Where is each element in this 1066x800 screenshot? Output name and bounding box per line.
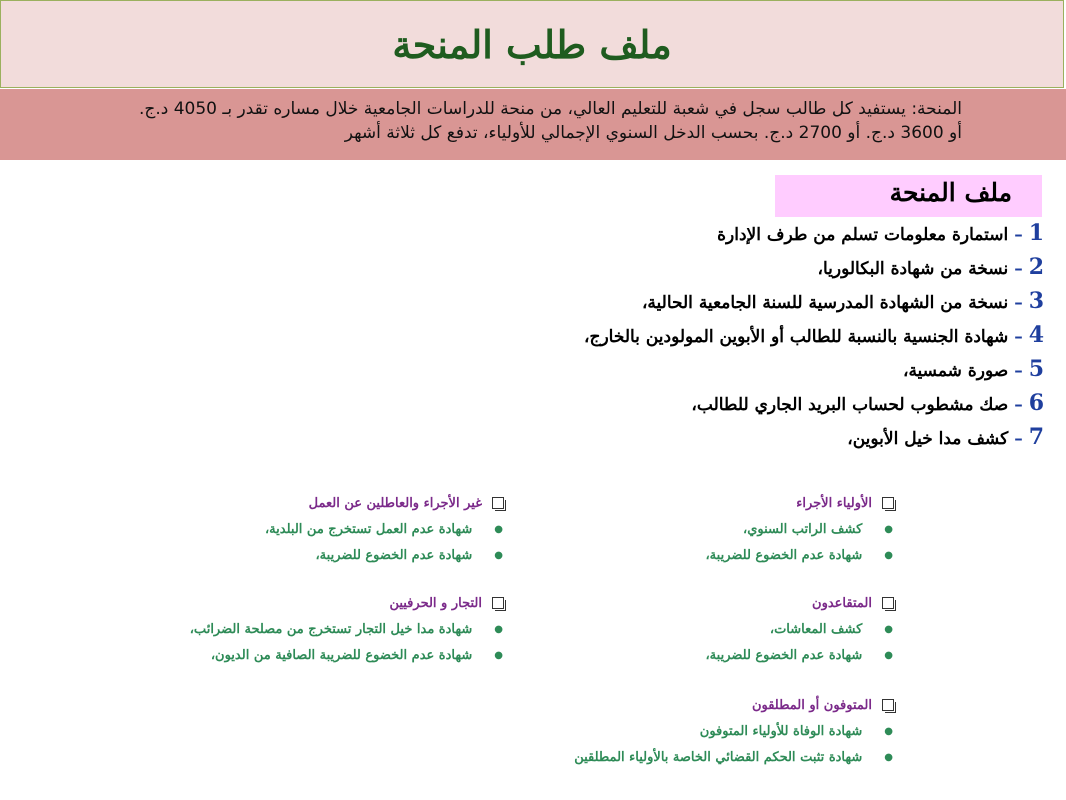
document-item	[284, 252, 1044, 286]
bullet-icon: ●	[884, 649, 893, 661]
document-number: 7	[1028, 424, 1044, 450]
checkbox-icon	[882, 699, 894, 711]
document-text: نسخة من الشهادة المدرسية للسنة الجامعية الحالية،	[641, 293, 1009, 313]
list-item: ● شهادة عدم الخضوع للضريبة،	[705, 647, 893, 663]
bullet-icon: ●	[494, 649, 503, 661]
dash-icon: –	[1014, 429, 1023, 449]
list-item: ● شهادة عدم الخضوع للضريبة الصافية من الديون،	[210, 647, 503, 663]
intro-line-2: أو 3600 د.ج. أو 2700 د.ج. بحسب الدخل السنوي الإجمالي للأولياء، تدفع كل ثلاثة أشهر	[344, 123, 962, 143]
checkbox-icon	[882, 597, 894, 609]
category-merchants	[88, 590, 508, 668]
document-text: استمارة معلومات تسلم من طرف الإدارة	[717, 225, 1009, 245]
document-text: شهادة الجنسية بالنسبة للطالب أو الأبوين المولودين بالخارج،	[584, 327, 1009, 347]
category-employees	[458, 490, 898, 568]
checkbox-icon	[492, 497, 504, 509]
category-title: غير الأجراء والعاطلين عن العمل	[308, 495, 482, 511]
bullet-icon: ●	[494, 549, 503, 561]
list-item: ● شهادة عدم الخضوع للضريبة،	[705, 547, 893, 563]
checkbox-icon	[492, 597, 504, 609]
bullet-icon: ●	[884, 549, 893, 561]
page-title: ملف طلب المنحة	[392, 21, 672, 67]
title-banner	[0, 0, 1064, 88]
document-text: نسخة من شهادة البكالوريا،	[817, 259, 1009, 279]
document-item	[284, 388, 1044, 422]
dash-icon: –	[1014, 259, 1023, 279]
document-number: 2	[1028, 254, 1044, 280]
list-item: ● شهادة مدا خيل التجار تستخرج من مصلحة الضرائب،	[189, 621, 503, 637]
bullet-icon: ●	[884, 725, 893, 737]
document-item	[284, 422, 1044, 456]
category-deceased	[458, 692, 898, 770]
list-item: ● شهادة الوفاة للأولياء المتوفون	[699, 723, 893, 739]
document-item	[284, 286, 1044, 320]
category-title: التجار و الحرفيين	[389, 595, 482, 611]
document-item	[284, 320, 1044, 354]
document-item	[284, 354, 1044, 388]
dash-icon: –	[1014, 225, 1023, 245]
document-item	[284, 218, 1044, 252]
file-heading: ملف المنحة	[775, 175, 1042, 217]
bullet-icon: ●	[884, 523, 893, 535]
document-number: 6	[1028, 390, 1044, 416]
document-text: صورة شمسية،	[902, 361, 1009, 381]
checkbox-icon	[882, 497, 894, 509]
document-text: صك مشطوب لحساب البريد الجاري للطالب،	[691, 395, 1009, 415]
dash-icon: –	[1014, 395, 1023, 415]
category-retired	[458, 590, 898, 668]
list-item: ● شهادة عدم العمل تستخرج من البلدية،	[264, 521, 503, 537]
list-item: ● كشف الراتب السنوي،	[743, 521, 893, 537]
bullet-icon: ●	[494, 623, 503, 635]
category-title: المتوفون أو المطلقون	[751, 697, 872, 713]
document-number: 4	[1028, 322, 1044, 348]
document-text: كشف مدا خيل الأبوين،	[847, 429, 1009, 449]
list-item: ● شهادة عدم الخضوع للضريبة،	[315, 547, 503, 563]
category-title: المتقاعدون	[812, 595, 872, 611]
bullet-icon: ●	[494, 523, 503, 535]
document-number: 1	[1028, 220, 1044, 246]
category-unemployed	[88, 490, 508, 568]
dash-icon: –	[1014, 293, 1023, 313]
document-number: 3	[1028, 288, 1044, 314]
category-title: الأولياء الأجراء	[796, 495, 872, 511]
dash-icon: –	[1014, 327, 1023, 347]
dash-icon: –	[1014, 361, 1023, 381]
bullet-icon: ●	[884, 751, 893, 763]
list-item: ● كشف المعاشات،	[769, 621, 893, 637]
intro-line-1: المنحة: يستفيد كل طالب سجل في شعبة للتعليم العالي، من منحة للدراسات الجامعية خلال مساره تقدر بـ 4050 د.ج.	[138, 99, 962, 119]
list-item: ● شهادة تثبت الحكم القضائي الخاصة بالأولياء المطلقين	[574, 749, 893, 765]
intro-banner	[0, 89, 1066, 160]
document-number: 5	[1028, 356, 1044, 382]
documents-list	[284, 218, 1044, 456]
bullet-icon: ●	[884, 623, 893, 635]
